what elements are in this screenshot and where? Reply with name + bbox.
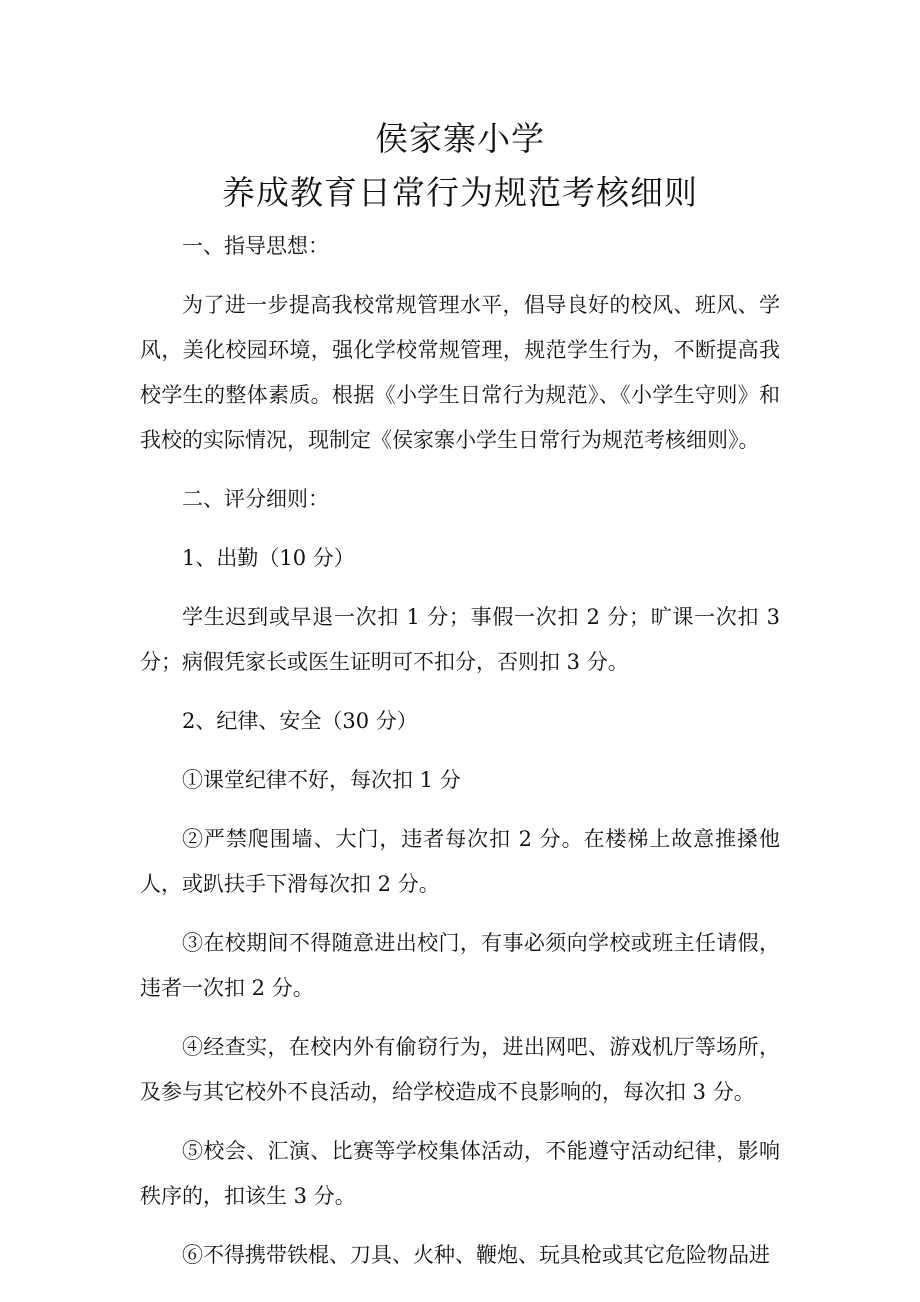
section-heading-guiding-ideology: 一、指导思想： bbox=[182, 234, 329, 258]
rule-item-5: ⑤校会、汇演、比赛等学校集体活动，不能遵守活动纪律，影响秩序的，扣该生 3 分。 bbox=[140, 1139, 780, 1208]
rule-item-4: ④经查实，在校内外有偷窃行为，进出网吧、游戏机厅等场所，及参与其它校外不良活动，给学校造成不良影响的，每次扣 3 分。 bbox=[140, 1035, 780, 1104]
school-name-title: 侯家寨小学 bbox=[375, 119, 545, 158]
paragraph-attendance-rules: 学生迟到或早退一次扣 1 分；事假一次扣 2 分；旷课一次扣 3 分；病假凭家长或医生证明可不扣分，否则扣 3 分。 bbox=[140, 605, 780, 674]
rule-item-6: ⑥不得携带铁棍、刀具、火种、鞭炮、玩具枪或其它危险物品进 bbox=[182, 1243, 770, 1267]
document-title: 养成教育日常行为规范考核细则 bbox=[222, 173, 698, 212]
rule-heading-discipline-safety: 2、纪律、安全（30 分） bbox=[182, 709, 418, 733]
rule-heading-attendance: 1、出勤（10 分） bbox=[182, 546, 355, 570]
rule-item-1: ①课堂纪律不好，每次扣 1 分 bbox=[182, 768, 461, 792]
rule-item-2: ②严禁爬围墙、大门，违者每次扣 2 分。在楼梯上故意推搡他人，或趴扶手下滑每次扣 2 分。 bbox=[140, 827, 780, 896]
section-heading-scoring-rules: 二、评分细则： bbox=[182, 487, 329, 511]
paragraph-purpose: 为了进一步提高我校常规管理水平，倡导良好的校风、班风、学风，美化校园环境，强化学校常规管理，规范学生行为，不断提高我校学生的整体素质。根据《小学生日常行为规范》、《小学生守则》和我校的实际情况，现制定《侯家寨小学生日常行为规范考核细则》。 bbox=[140, 293, 780, 452]
rule-item-3: ③在校期间不得随意进出校门，有事必须向学校或班主任请假，违者一次扣 2 分。 bbox=[140, 931, 780, 1000]
